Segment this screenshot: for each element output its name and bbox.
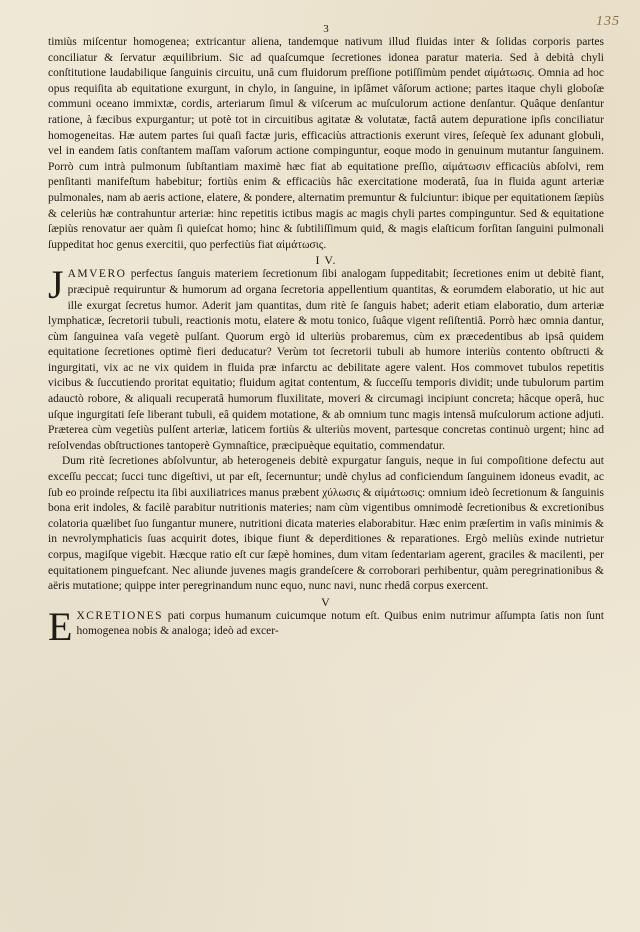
section-5-opening-word: XCRETIONES [76,609,163,622]
section-5-paragraph [48,603,604,649]
section-4-paragraph [48,262,604,454]
section-number-5: V [321,594,331,609]
paragraph-1: timiùs miſcentur homogenea; extricantur aliena, tandemque nativum illud fluidas inter & ſolidas corporis partes conciliatur & ſervatur æquilibrium. Sic ad quaſcumque ſecretiones idonea paratur materia. Sed à debità chyli conſtitutione laudabilique ſanguinis circuitu, unâ cum fluidorum preſſione potiſſimùm pendet αἱμάτωσις. Omnia ad hoc opus requiſita ab equitatione exurgunt, in chylo, in ſanguine, in ipſâmet vâſorum actione; partes itaque chyli globoſæ communi oceano immixtæ, cordis, arteriarum ſimul & viſcerum ac muſculorum actione denſantur. Quâque denſantur ratione, à fæcibus expurgantur; ut potè tot in circuitibus agitatæ & volutatæ, factâ autem depuratione ipſis conciliatur homogeneitas. Hæ autem partes ſui quaſi factæ juris, efficaciùs attractionis exerunt vires, ſeſequè ſex adunant globuli, vel in eandem ſatis conſtantem maſſam vaſorum actione compinguntur, eoque modo in genuinum mutantur ſanguinem. Porrò cum intrà pulmonum ſubſtantiam maximè hæc fiat ab equitatione preſſio, αἱμάτωσιν efficaciùs abſolvi, rem penſitanti manifeſtum habebitur; fortiùs enim & efficaciùs hâc exercitatione moderatâ, ſua in fluida agunt arteriæ pulmonales, nam ab aeris actione, elatere, & pondere, alternatim premuntur & fulciuntur: ibique per equitationem ſæpiùs & celeriùs hæ contrahuntur arteriæ: hinc repetitis ictibus magis ac magis chyli partes compinguntur. Sed & equitatione ſæpiùs renovatur aer quàm ſi quieſcat homo; hinc & ſubtiliſſimum quid, & magis elaſticum forſitan ſanguini pulmonali ſuppeditat hoc genus exercitii, quo perfectiùs fiat αἱμάτωσις. [48,36,604,251]
paragraph-3: Dum ritè ſecretiones abſolvuntur, ab heterogeneis debitè expurgatur ſanguis, neque in ſui compoſitione defectu aut exceſſu peccat; ſucci tunc digeſtivi, ut par eſt, ſecernuntur; undè chylus ad conficiendum ſanguinem idoneus evadit, ac ſub eo proinde reſpectu ita ſibi auxiliatrices manus præbent χύλωσις & αἱμάτωσις: omnium ideò ſecretionum & ſanguinis bona erit indoles, & facilè parabitur nutritionis materies; nam cùm vigentibus omnimodè ſecretionibus & excretionibus colatoria quælibet ſuo ſungantur munere, nutritioni dicata materies elaborabitur. Hæc enim præſertim in vaſis minimis & in nevrolymphaticis ſuas acquirit dotes, ibique fiunt & deperditiones & reparationes. Ergò meliùs exinde nutrietur corpus, magiſque vigebit. Hæcque ratio eſt cur ſæpè homines, dum vitam ſedentariam agerent, graciles & macilenti, per equitationem pinguefcant. Nec aliunde juvenes magis grandeſcere & corroborari perhibentur, quàm peregrinationibus & aëris mutatione; quippe inter peregrinandum nunc equo, nunc navi, nunc rhedâ corpus exercent. [48,455,604,593]
signature-mark: 3 [323,23,329,35]
section-number-4: I V. [315,253,337,268]
drop-cap-e: E [48,603,73,649]
section-5-body: pati corpus humanum cuicumque notum eſt. Quibus enim nutrimur aſſumpta ſatis non ſunt homogenea nobis & analoga; ideò ad excer- [76,609,604,638]
body-text [48,35,604,649]
section-4-body: perfectus ſanguis materiem ſecretionum ſibi analogam ſuppeditabit; ſecretiones enim ut debitè fiant, præcipuè requiruntur & humorum ad organa ſecretoria appellentium quantitas, & eorumdem elaboratio, ut hic aut ille exurgat ſecretus humor. Aderit jam quantitas, dum ritè ſe ſanguis habet; aderit etiam elaboratio, dum arteriæ lymphaticæ, ſecretorii tubuli, reactionis motu, elatere & motu tonico, ſuâque vigent reſiſtentiâ. Porrò hæc omnia dantur, cùm ſanguinea vaſa vegetè pulſant. Quorum ergò id ulteriùs probaremus, cùm ex præcedentibus ab ipsâ quidem equitatione ſecretiones optimè fieri deducatur? Verùm tot ſecretorii tubuli ab humore interiùs contento obſtructi & ingurgitati, vix ac ne vix quidem in fluida præ infarctu ac debilitate agere valent. Hos commovet tubulos repetitis vicibus & ſuccutiendo proritat equitatio; fluidum agitat contentum, & ſucceſſu temporis dividit; unde tubulorum partim adauctò robore, & aliquali recuperatâ humorum fluxilitate, moveri & circumagi incipiunt concreta; hâcque operâ, huc uſque ingurgitati ſeſe liberant tubuli, eâ quidem motatione, & ab omnium tunc magis intensâ muſculorum actione adjuti. Præterea cùm vegetiùs pulſent arteriæ, laticem fortiùs & ulteriùs movent, partesque concretas continuò urgent; hinc ad reſolvendas obſtructiones tantoperè Gymnaſtice, præcipuèque equitatio, commendatur. [48,268,604,452]
drop-cap-j: J [48,262,64,308]
section-4-opening-word: AMVERO [67,268,127,281]
folio-number: 135 [596,14,620,29]
